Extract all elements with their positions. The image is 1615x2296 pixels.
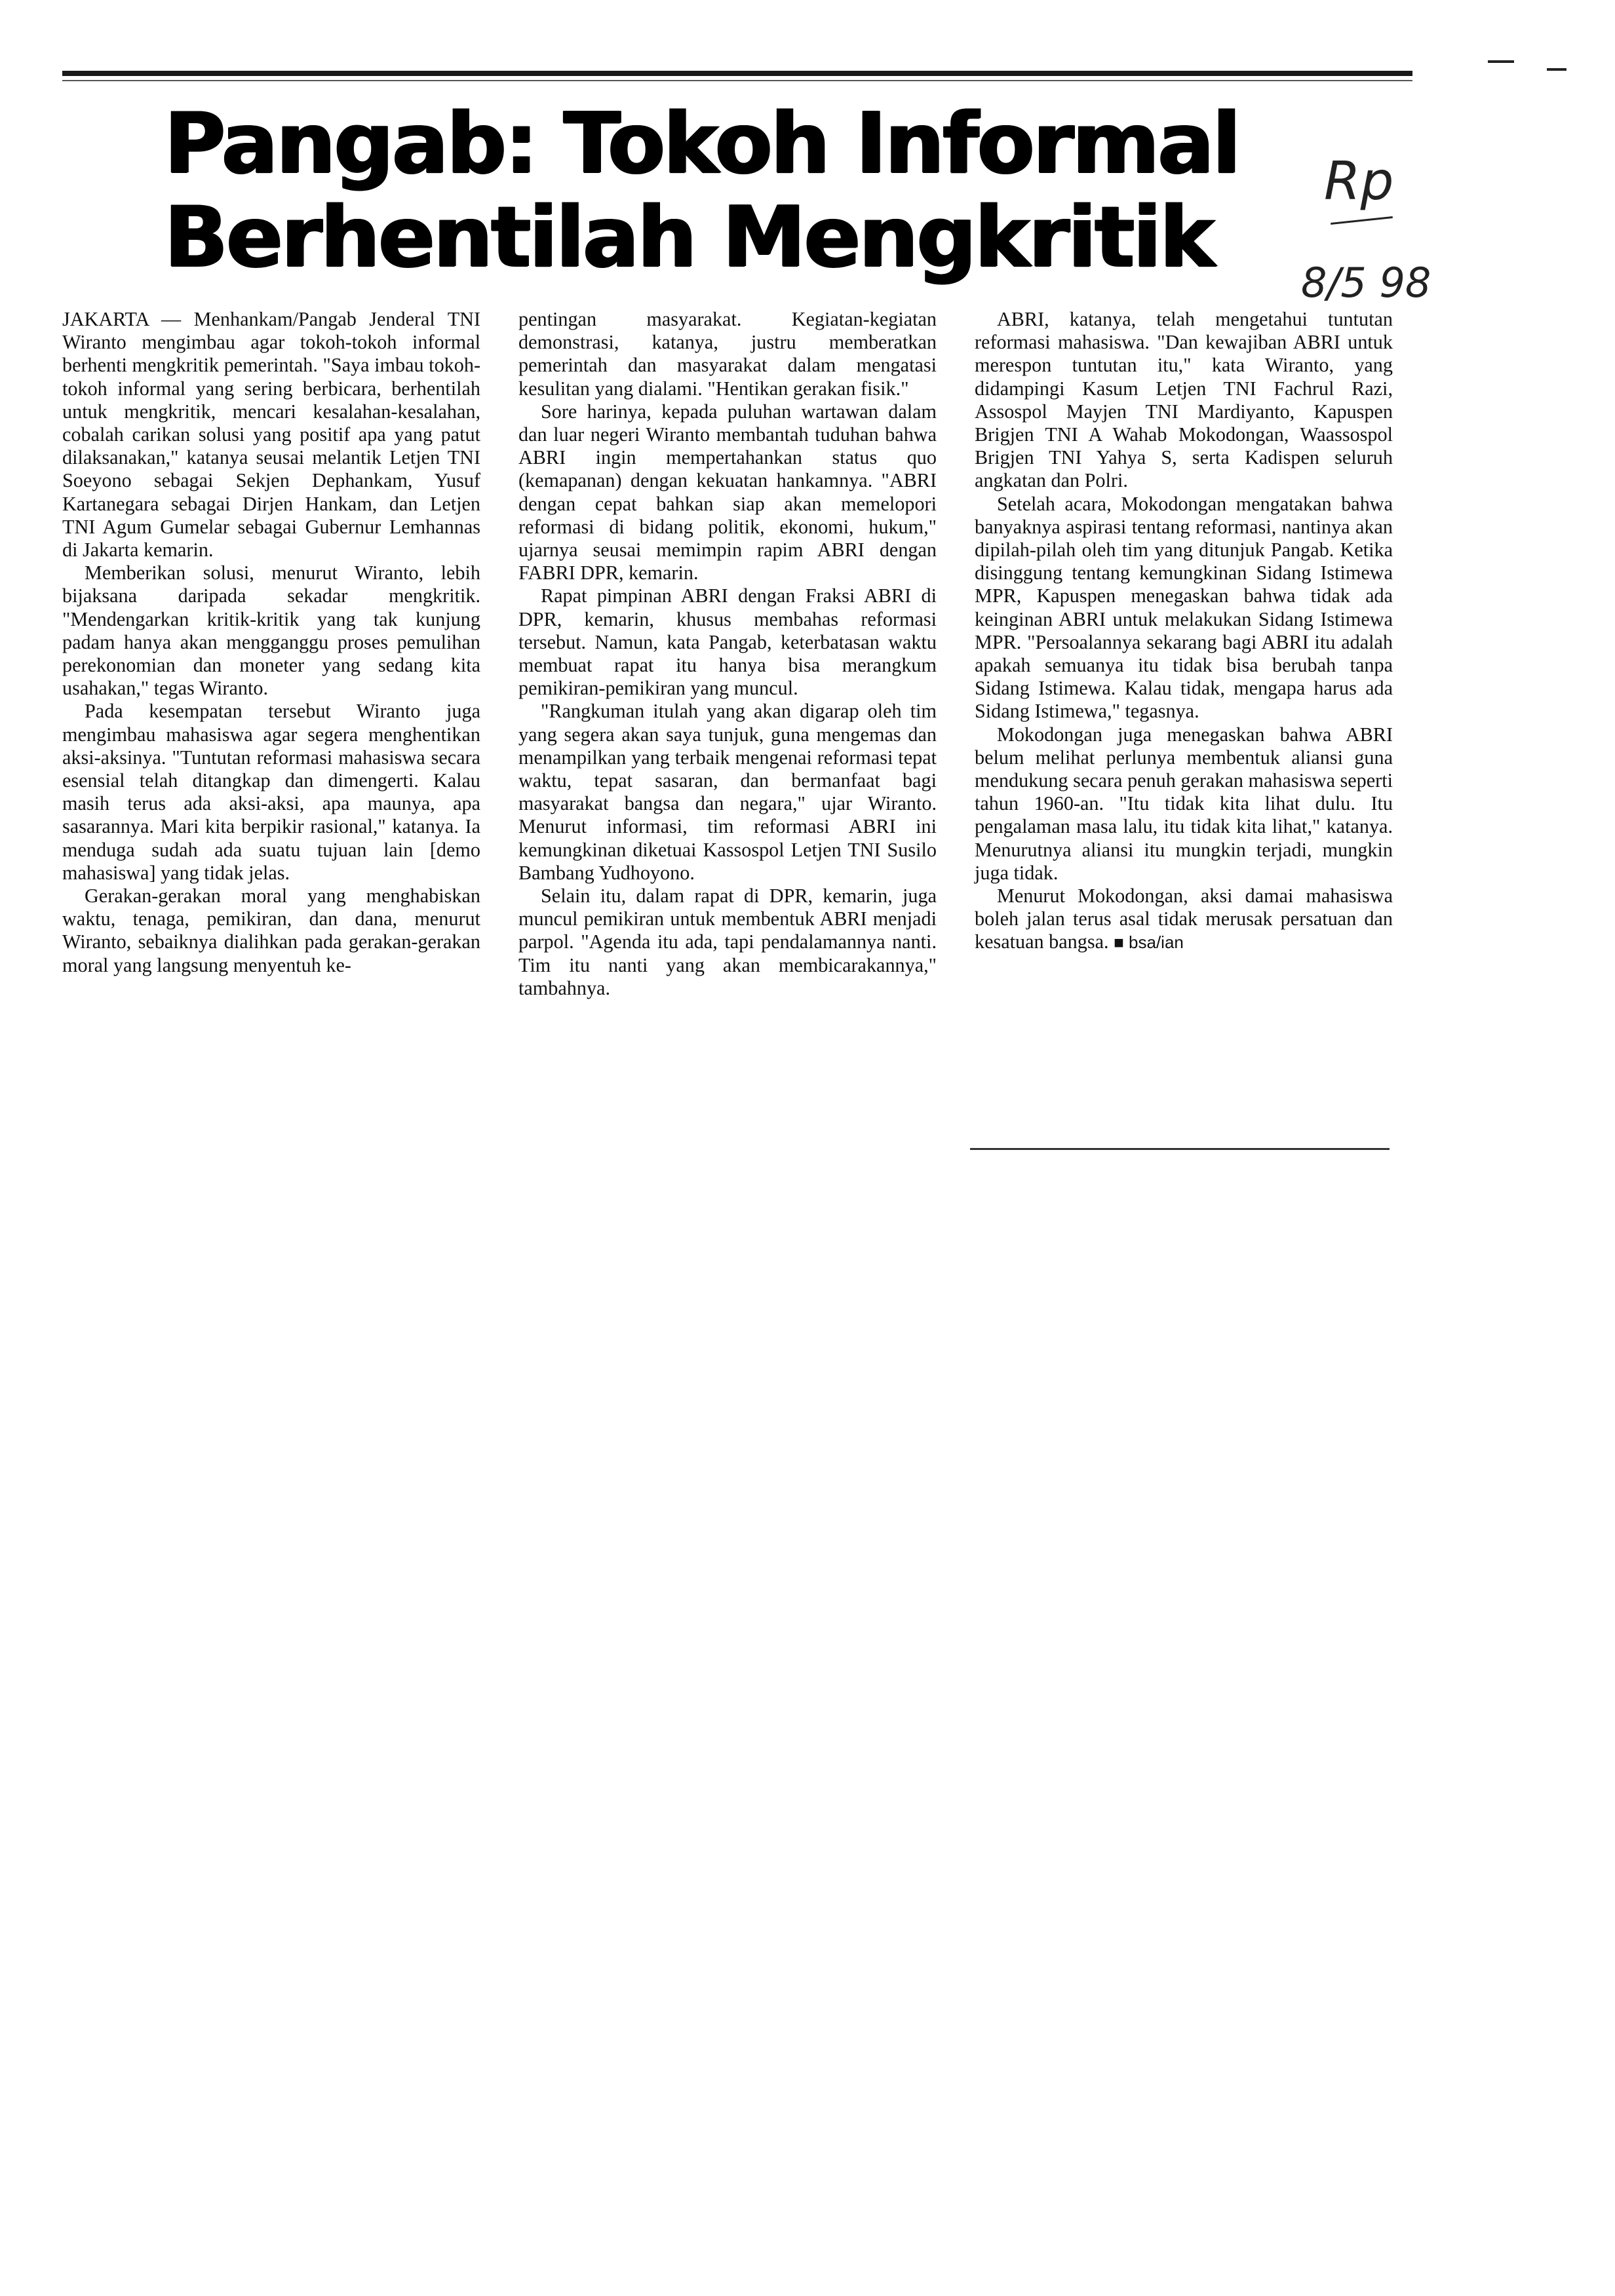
top-rule [62, 71, 1412, 76]
paragraph: Pada kesempatan tersebut Wiranto juga mengimbau mahasiswa agar segera menghentikan aksi-aksinya. "Tuntutan reformasi mahasiswa secara esensial telah ditangkap dan dimengerti. Kalau masih terus ada aksi-aksi, apa maunya, apa sasarannya. Mari kita berpikir rasional," katanya. Ia menduga sudah ada suatu tujuan lain [demo mahasiswa] yang tidak jelas. [62, 700, 480, 884]
paragraph: Setelah acara, Mokodongan mengatakan bahwa banyaknya aspirasi tentang reformasi, nantinya akan dipilah-pilah oleh tim yang ditunjuk Pangab. Ketika disinggung tentang kemungkinan Sidang Istimewa MPR, Kapuspen menegaskan bahwa tidak ada keinginan ABRI untuk melakukan Sidang Istimewa MPR. "Persoalannya sekarang bagi ABRI itu adalah apakah semuanya itu tidak bisa berubah tanpa Sidang Istimewa. Kalau tidak, mengapa harus ada Sidang Istimewa," tegasnya. [975, 492, 1393, 723]
paragraph: Rapat pimpinan ABRI dengan Fraksi ABRI di DPR, kemarin, khusus membahas reformasi tersebut. Namun, kata Pangab, keterbatasan waktu membuat rapat itu hanya bisa merangkum pemikiran-pemikiran yang muncul. [518, 584, 937, 700]
paragraph: pentingan masyarakat. Kegiatan-kegiatan demonstrasi, katanya, justru memberatkan pemerintah dan masyarakat dalam mengatasi kesulitan yang dialami. "Hentikan gerakan fisik." [518, 308, 937, 400]
top-rule-thin [62, 80, 1412, 81]
article-body [62, 308, 1393, 1127]
scan-mark [1547, 68, 1566, 71]
scan-mark [1488, 60, 1514, 63]
article-column-1 [62, 308, 480, 1127]
paragraph: ABRI, katanya, telah mengetahui tuntutan reformasi mahasiswa. "Dan kewajiban ABRI untuk merespon tuntutan itu," kata Wiranto, yang didampingi Kasum Letjen TNI Fachrul Razi, Assospol Mayjen TNI Mardiyanto, Kapuspen Brigjen TNI A Wahab Mokodongan, Waassospol Brigjen TNI Yahya S, serta Kadispen seluruh angkatan dan Polri. [975, 308, 1393, 492]
bottom-rule [970, 1148, 1390, 1150]
paragraph: Memberikan solusi, menurut Wiranto, lebih bijaksana daripada sekadar mengkritik. "Mendengarkan kritik-kritik yang tak kunjung padam hanya akan mengganggu proses pemulihan perekonomian dan moneter yang sedang kita usahakan," tegas Wiranto. [62, 562, 480, 700]
paragraph: Sore harinya, kepada puluhan wartawan dalam dan luar negeri Wiranto membantah tuduhan bahwa ABRI ingin mempertahankan status quo (kemapanan) dengan kekuatan hankamnya. "ABRI dengan cepat bahkan siap akan memelopori reformasi di bidang politik, ekonomi, hukum," ujarnya seusai memimpin rapim ABRI dengan FABRI DPR, kemarin. [518, 400, 937, 584]
paragraph: JAKARTA — Menhankam/Pangab Jenderal TNI Wiranto mengimbau agar tokoh-tokoh informal berhenti mengkritik pemerintah. "Saya imbau tokoh-tokoh informal yang sering berbicara, berhentilah untuk mengkritik, mencari kesalahan-kesalahan, cobalah carikan solusi yang positif apa yang patut dilaksanakan," katanya seusai melantik Letjen TNI Soeyono sebagai Sekjen Dephankam, Yusuf Kartanegara sebagai Dirjen Hankam, dan Letjen TNI Agum Gumelar sebagai Gubernur Lemhannas di Jakarta kemarin. [62, 308, 480, 562]
handwritten-date: 8/5 98 [1301, 259, 1431, 307]
byline: ■ bsa/ian [1114, 932, 1184, 953]
paragraph: Selain itu, dalam rapat di DPR, kemarin, juga muncul pemikiran untuk membentuk ABRI menjadi parpol. "Agenda itu ada, tapi pendalamannya nanti. Tim itu nanti yang akan membicarakannya," tambahnya. [518, 885, 937, 999]
headline-line-1: Pangab: Tokoh Informal [164, 95, 1239, 193]
handwritten-code: Rp [1324, 151, 1394, 212]
paragraph: Gerakan-gerakan moral yang menghabiskan waktu, tenaga, pemikiran, dan dana, menurut Wiranto, sebaiknya dialihkan pada gerakan-gerakan moral yang langsung menyentuh ke- [62, 885, 480, 976]
paragraph: Mokodongan juga menegaskan bahwa ABRI belum melihat perlunya membentuk aliansi guna mendukung secara penuh gerakan mahasiswa seperti tahun 1960-an. "Itu tidak kita lihat dulu. Itu pengalaman masa lalu, itu tidak kita lihat," katanya. Menurutnya aliansi itu mungkin terjadi, mungkin juga tidak. [975, 723, 1393, 884]
headline-line-2: Berhentilah Mengkritik [164, 189, 1213, 287]
headline [164, 97, 1344, 285]
paragraph-text: Menurut Mokodongan, aksi damai mahasiswa boleh jalan terus asal tidak merusak persatuan dan kesatuan bangsa. [975, 885, 1393, 953]
paragraph: "Rangkuman itulah yang akan digarap oleh tim yang segera akan saya tunjuk, guna mengemas dan menampilkan yang terbaik mengenai reformasi tepat waktu, tepat sasaran, dan bermanfaat bagi masyarakat bangsa dan negara," ujar Wiranto. Menurut informasi, tim reformasi ABRI ini kemungkinan diketuai Kassospol Letjen TNI Susilo Bambang Yudhoyono. [518, 700, 937, 884]
paragraph [975, 885, 1393, 955]
article-column-2 [518, 308, 937, 1127]
article-column-3 [975, 308, 1393, 1127]
